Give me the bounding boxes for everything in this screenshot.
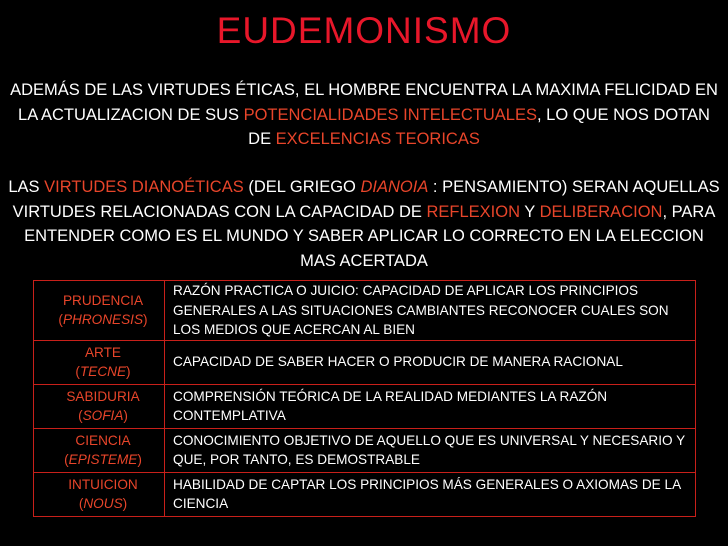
virtue-name-cell: ARTE (TECNE) <box>34 340 165 384</box>
virtue-name-cell: PRUDENCIA (PHRONESIS) <box>34 281 165 341</box>
virtue-name: SABIDURIA <box>66 388 140 404</box>
highlight-virtudes-dianoeticas: VIRTUDES DIANOÉTICAS <box>44 178 244 196</box>
virtue-name-cell: CIENCIA (EPISTEME) <box>34 428 165 472</box>
virtue-description: CONOCIMIENTO OBJETIVO DE AQUELLO QUE ES UNIVERSAL Y NECESARIO Y QUE, POR TANTO, ES DEMOSTRABLE <box>165 428 696 472</box>
virtue-description: RAZÓN PRACTICA O JUICIO: CAPACIDAD DE APLICAR LOS PRINCIPIOS GENERALES A LAS SITUACIONES CAMBIANTES RECONOCER CUALES SON LOS MEDIOS QUE ACERCAN AL BIEN <box>165 281 696 341</box>
paragraph-text: LAS <box>8 178 45 196</box>
paragraph-definition <box>6 175 722 273</box>
virtue-description: COMPRENSIÓN TEÓRICA DE LA REALIDAD MEDIANTES LA RAZÓN CONTEMPLATIVA <box>165 384 696 428</box>
virtue-name: PRUDENCIA <box>62 292 144 308</box>
virtue-greek-name: TECNE <box>79 364 127 379</box>
virtue-greek-name: PHRONESIS <box>62 312 144 328</box>
virtue-name: CIENCIA <box>75 432 131 448</box>
paragraph-text: , LO QUE NOS DOTAN DE <box>248 105 710 148</box>
highlight-dianoia: DIANOIA <box>360 178 429 196</box>
virtue-greek-name: EPISTEME <box>68 452 138 467</box>
paragraph-text: (DEL GRIEGO <box>243 178 361 196</box>
paragraph-text: ADEMÁS DE LAS VIRTUDES ÉTICAS, EL HOMBRE ENCUENTRA LA MAXIMA FELICIDAD EN LA ACTUALIZACION DE SUS <box>10 81 718 124</box>
highlight-potencialidades: POTENCIALIDADES INTELECTUALES <box>243 105 537 124</box>
table-row <box>34 340 696 384</box>
paragraph-text: : PENSAMIENTO) SERAN AQUELLAS VIRTUDES RELACIONADAS CON LA CAPACIDAD DE <box>12 178 720 221</box>
virtue-greek-name: NOUS <box>83 496 123 511</box>
highlight-excelencias: EXCELENCIAS TEORICAS <box>275 130 480 148</box>
virtue-description: HABILIDAD DE CAPTAR LOS PRINCIPIOS MÁS GENERALES O AXIOMAS DE LA CIENCIA <box>165 472 696 516</box>
virtue-greek-name: SOFIA <box>82 408 124 423</box>
paragraph-intro <box>6 78 722 152</box>
virtues-table <box>33 280 696 517</box>
table-row <box>34 428 696 472</box>
virtue-description: CAPACIDAD DE SABER HACER O PRODUCIR DE MANERA RACIONAL <box>165 340 696 384</box>
table-row <box>34 281 696 341</box>
highlight-reflexion: REFLEXION <box>426 202 520 221</box>
virtue-name: INTUICION <box>68 476 138 492</box>
table-row <box>34 472 696 516</box>
paragraph-text: Y <box>520 202 540 221</box>
virtue-name-cell: INTUICION (NOUS) <box>34 472 165 516</box>
paragraph-text: , PARA ENTENDER COMO ES EL MUNDO Y SABER APLICAR LO CORRECTO EN LA ELECCION MAS ACERTADA <box>24 202 716 270</box>
slide-title: EUDEMONISMO <box>216 10 512 51</box>
virtue-name-cell: SABIDURIA (SOFIA) <box>34 384 165 428</box>
table-row <box>34 384 696 428</box>
highlight-deliberacion: DELIBERACION <box>539 202 663 221</box>
virtue-name: ARTE <box>84 344 121 360</box>
